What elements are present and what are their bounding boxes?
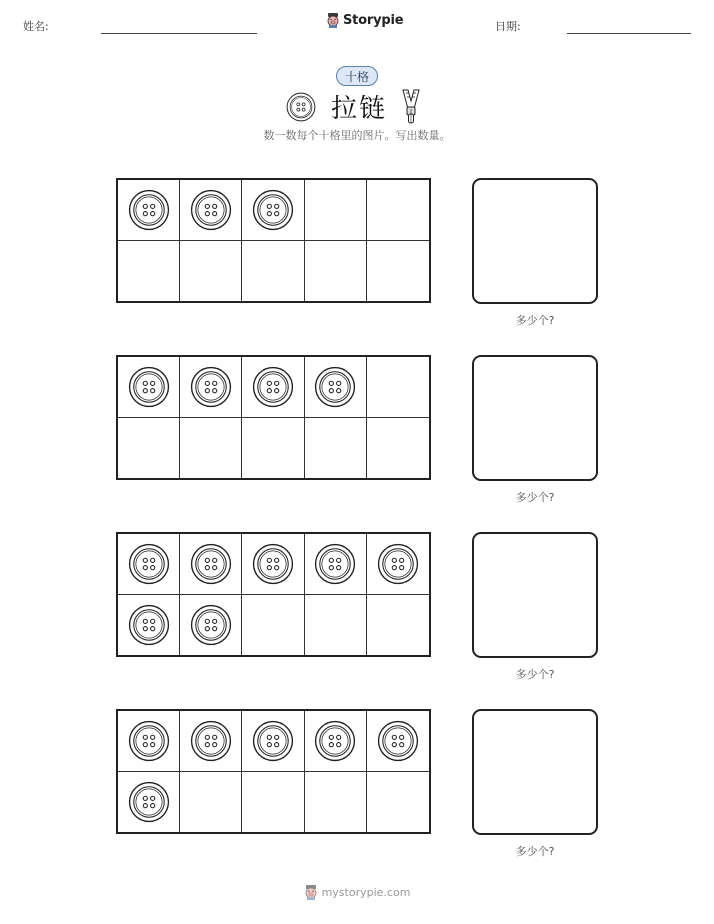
button-icon (314, 720, 356, 762)
ten-frame-cell (118, 711, 180, 772)
ten-frame-cell (305, 534, 367, 595)
ten-frame (116, 709, 431, 834)
button-icon (190, 366, 232, 408)
brand-name: Storypie (343, 13, 404, 28)
button-icon (128, 781, 170, 823)
ten-frame-cell (305, 180, 367, 241)
ten-frame-cell (180, 534, 242, 595)
button-icon (190, 720, 232, 762)
ten-frame-cell (242, 595, 304, 656)
ten-frame-cell (180, 711, 242, 772)
how-many-label: 多少个? (515, 668, 555, 681)
button-icon (128, 720, 170, 762)
button-icon (190, 543, 232, 585)
ten-frame-cell (305, 357, 367, 418)
ten-frame-cell (180, 241, 242, 302)
ten-frame-cell (367, 534, 429, 595)
button-icon (314, 543, 356, 585)
ten-frame-cell (242, 772, 304, 833)
button-icon (377, 543, 419, 585)
ten-frame-cell (305, 772, 367, 833)
ten-frame-cell (242, 357, 304, 418)
ten-frame-cell (305, 241, 367, 302)
button-icon (128, 543, 170, 585)
pig-logo-icon (304, 884, 318, 901)
button-icon (190, 189, 232, 231)
ten-frame-cell (180, 418, 242, 479)
button-icon (128, 604, 170, 646)
footer-url: mystorypie.com (321, 886, 411, 899)
date-label: 日期: (495, 20, 521, 33)
answer-box[interactable] (472, 532, 598, 658)
button-icon (314, 366, 356, 408)
ten-frame-cell (367, 180, 429, 241)
ten-frame-cell (367, 418, 429, 479)
ten-frame-cell (180, 772, 242, 833)
ten-frame-cell (305, 711, 367, 772)
ten-frame-cell (242, 418, 304, 479)
ten-frame-cell (367, 241, 429, 302)
ten-frame (116, 532, 431, 657)
ten-frame-cell (118, 241, 180, 302)
ten-frame (116, 355, 431, 480)
answer-box[interactable] (472, 355, 598, 481)
ten-frame-cell (242, 711, 304, 772)
ten-frame-cell (118, 772, 180, 833)
button-icon (252, 720, 294, 762)
button-icon (252, 366, 294, 408)
ten-frame-cell (305, 418, 367, 479)
how-many-label: 多少个? (515, 491, 555, 504)
ten-frame-cell (118, 418, 180, 479)
title-row (0, 86, 714, 126)
ten-frame-cell (367, 357, 429, 418)
how-many-label: 多少个? (515, 314, 555, 327)
ten-frame-cell (118, 357, 180, 418)
ten-frame-cell (305, 595, 367, 656)
ten-frame-cell (242, 534, 304, 595)
button-icon (252, 543, 294, 585)
ten-frame-cell (180, 357, 242, 418)
ten-frame (116, 178, 431, 303)
answer-box[interactable] (472, 709, 598, 835)
pig-logo-icon (326, 12, 340, 29)
page-title: 拉链 (331, 94, 388, 124)
ten-frame-cell (180, 595, 242, 656)
button-icon (128, 189, 170, 231)
button-icon (286, 92, 316, 122)
ten-frame-cell (242, 180, 304, 241)
ten-frame-cell (367, 595, 429, 656)
ten-frame-cell (367, 711, 429, 772)
button-icon (190, 604, 232, 646)
brand-logo (326, 12, 403, 29)
button-icon (252, 189, 294, 231)
button-icon (377, 720, 419, 762)
date-line[interactable] (567, 33, 691, 34)
ten-frame-cell (367, 772, 429, 833)
name-line[interactable] (101, 33, 257, 34)
ten-frame-cell (118, 534, 180, 595)
zipper-icon (401, 89, 421, 125)
ten-frame-cell (118, 180, 180, 241)
ten-frame-cell (118, 595, 180, 656)
button-icon (128, 366, 170, 408)
how-many-label: 多少个? (515, 845, 555, 858)
footer (0, 884, 714, 901)
ten-frame-badge: 十格 (336, 66, 378, 86)
ten-frame-cell (180, 180, 242, 241)
ten-frame-cell (242, 241, 304, 302)
instructions: 数一数每个十格里的图片。写出数量。 (263, 129, 451, 142)
answer-box[interactable] (472, 178, 598, 304)
name-label: 姓名: (23, 20, 49, 33)
